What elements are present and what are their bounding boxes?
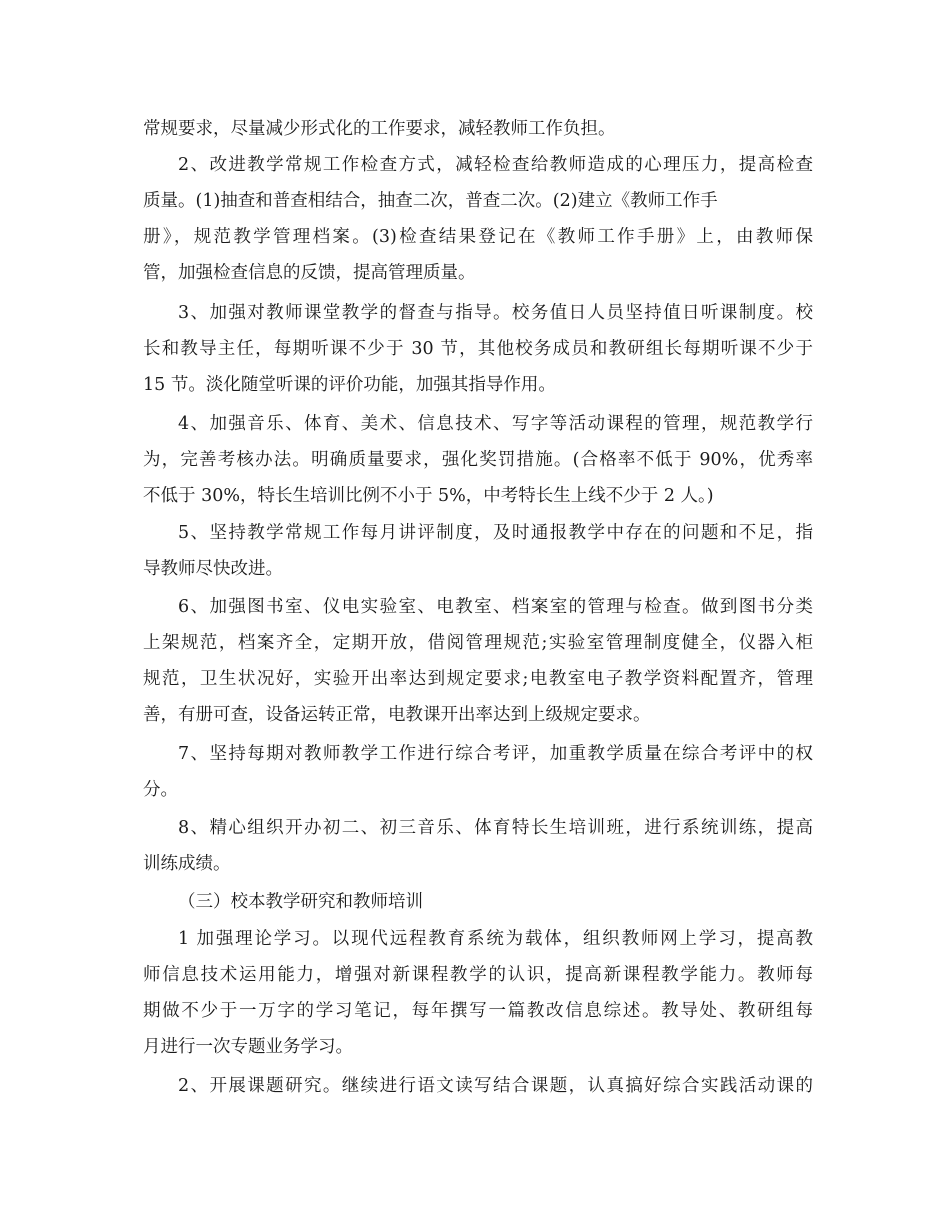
text-line: 训练成绩。: [143, 854, 231, 874]
section-heading: （三）校本教学研究和教师培训: [178, 892, 423, 912]
text-line: 师信息技术运用能力，增强对新课程教学的认识，提高新课程教学能力。教师每: [143, 965, 813, 985]
text-line: 管，加强检查信息的反馈，提高管理质量。: [143, 263, 476, 283]
text-line: 质量。(1)抽查和普查相结合，抽查二次，普查二次。(2)建立《教师工作手: [143, 191, 718, 211]
text-line: 2、改进教学常规工作检查方式，减轻检查给教师造成的心理压力，提高检查: [178, 155, 813, 175]
text-line: 1 加强理论学习。以现代远程教育系统为载体，组织教师网上学习，提高教: [178, 929, 813, 949]
text-line: 长和教导主任，每期听课不少于 30 节，其他校务成员和教研组长每期听课不少于: [143, 339, 813, 359]
text-line: 为，完善考核办法。明确质量要求，强化奖罚措施。(合格率不低于 90%，优秀率: [143, 450, 813, 470]
text-line: 上架规范，档案齐全，定期开放，借阅管理规范;实验室管理制度健全，仪器入柜: [143, 633, 813, 653]
text-line: 2、开展课题研究。继续进行语文读写结合课题，认真搞好综合实践活动课的: [178, 1076, 813, 1096]
text-line: 导教师尽快改进。: [143, 559, 283, 579]
text-line: 规范，卫生状况好，实验开出率达到规定要求;电教室电子教学资料配置齐，管理: [143, 669, 813, 689]
text-line: 不低于 30%，特长生培训比例不小于 5%，中考特长生上线不少于 2 人。): [143, 486, 714, 506]
text-line: 月进行一次专题业务学习。: [143, 1037, 353, 1057]
text-line: 善，有册可查，设备运转正常，电教课开出率达到上级规定要求。: [143, 705, 651, 725]
text-line: 6、加强图书室、仪电实验室、电教室、档案室的管理与检查。做到图书分类: [178, 597, 813, 617]
text-line: 册》，规范教学管理档案。(3)检查结果登记在《教师工作手册》上，由教师保: [143, 227, 813, 247]
text-line: 期做不少于一万字的学习笔记，每年撰写一篇教改信息综述。教导处、教研组每: [143, 1001, 813, 1021]
text-line: 5、坚持教学常规工作每月讲评制度，及时通报教学中存在的问题和不足，指: [178, 523, 813, 543]
text-line: 15 节。淡化随堂听课的评价功能，加强其指导作用。: [143, 375, 556, 395]
text-line: 4、加强音乐、体育、美术、信息技术、写字等活动课程的管理，规范教学行: [178, 414, 813, 434]
text-line: 7、坚持每期对教师教学工作进行综合考评，加重教学质量在综合考评中的权: [178, 744, 813, 764]
text-line: 8、精心组织开办初二、初三音乐、体育特长生培训班，进行系统训练，提高: [178, 818, 813, 838]
text-line: 3、加强对教师课堂教学的督查与指导。校务值日人员坚持值日听课制度。校: [178, 303, 813, 323]
text-line: 分。: [143, 780, 178, 800]
text-line: 常规要求，尽量减少形式化的工作要求，减轻教师工作负担。: [143, 119, 616, 139]
